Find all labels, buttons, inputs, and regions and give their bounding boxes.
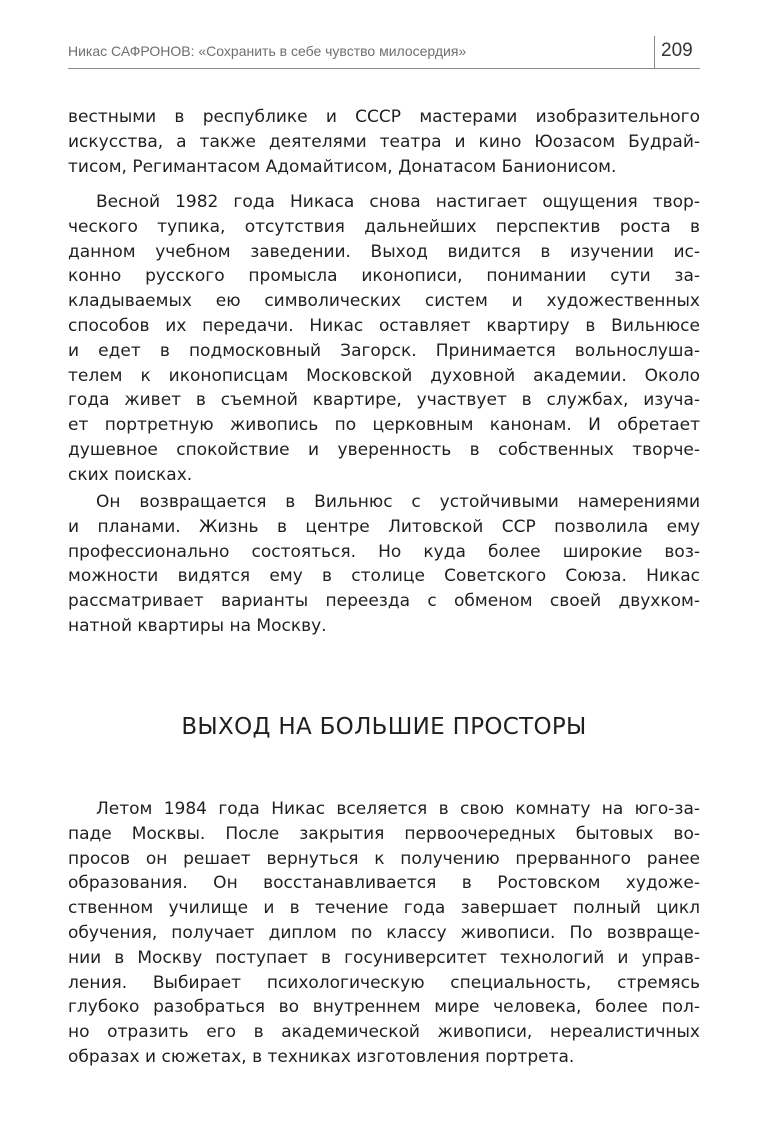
text-line: можности видятся ему в столице Советского Союза. Никас (68, 566, 700, 587)
paragraph-2 (68, 190, 700, 488)
text-line: Весной 1982 года Никаса снова настигает ощущения твор- (96, 192, 700, 212)
text-line: паде Москвы. После закрытия первоочередных бытовых во- (68, 823, 700, 844)
running-header-title: Никас САФРОНОВ: «Сохранить в себе чувство милосердия» (68, 43, 467, 59)
page-number: 209 (661, 40, 693, 61)
text-line: глубоко разобраться во внутреннем мире человека, более пол- (68, 997, 700, 1018)
text-line: и едет в подмосковный Загорск. Принимается вольнослуша- (68, 340, 700, 361)
paragraph-3 (68, 490, 700, 639)
text-line: Летом 1984 года Никас вселяется в свою комнату на юго-за- (96, 799, 700, 819)
text-line: тисом, Регимантасом Адомайтисом, Донатасом Банионисом. (68, 156, 617, 177)
text-line: ских поисках. (68, 464, 193, 485)
text-line: года живет в съемной квартире, участвует в службах, изуча- (68, 390, 700, 411)
text-line: обучения, получает диплом по классу живописи. По возвраще- (68, 922, 700, 943)
text-line: конно русского промысла иконописи, понимании сути за- (68, 266, 700, 287)
text-line: ческого тупика, отсутствия дальнейших перспектив роста в (68, 216, 700, 237)
text-line: кладываемых ею символических систем и художественных (68, 291, 700, 312)
text-line: душевное спокойствие и уверенность в собственных творче- (68, 439, 700, 460)
text-line: но отразить его в академической живописи, нереалистичных (68, 1022, 700, 1043)
text-line: ет портретную живопись по церковным канонам. И обретает (68, 415, 700, 436)
text-line: вестными в республике и СССР мастерами изобразительного (68, 107, 700, 127)
text-line: искусства, а также деятелями театра и кино Юозасом Будрай- (68, 131, 700, 152)
section-heading: ВЫХОД НА БОЛЬШИЕ ПРОСТОРЫ (181, 714, 587, 740)
text-line: рассматривает варианты переезда с обменом своей двухком- (68, 591, 700, 612)
text-line: нии в Москву поступает в госуниверситет технологий и управ- (68, 947, 700, 968)
text-line: профессионально состояться. Но куда более широкие воз- (68, 541, 700, 562)
text-line: ления. Выбирает психологическую специальность, стремясь (68, 972, 700, 993)
section-paragraph (68, 797, 700, 1070)
text-line: образования. Он восстанавливается в Ростовском художе- (68, 873, 700, 894)
header-divider (654, 36, 655, 68)
text-line: данном учебном заведении. Выход видится в изучении ис- (68, 241, 700, 262)
text-line: телем к иконописцам Московской духовной академии. Около (68, 365, 700, 386)
text-line: натной квартиры на Москву. (68, 615, 327, 636)
running-header (68, 34, 700, 69)
text-line: способов их передачи. Никас оставляет квартиру в Вильнюсе (68, 315, 700, 336)
text-line: ственном училище и в течение года завершает полный цикл (68, 898, 700, 919)
text-line: образах и сюжетах, в техниках изготовления портрета. (68, 1046, 575, 1067)
text-line: Он возвращается в Вильнюс с устойчивыми намерениями (96, 492, 700, 512)
text-line: просов он решает вернуться к получению прерванного ранее (68, 848, 700, 869)
paragraph-1 (68, 105, 700, 179)
text-line: и планами. Жизнь в центре Литовской ССР позволила ему (68, 516, 700, 537)
